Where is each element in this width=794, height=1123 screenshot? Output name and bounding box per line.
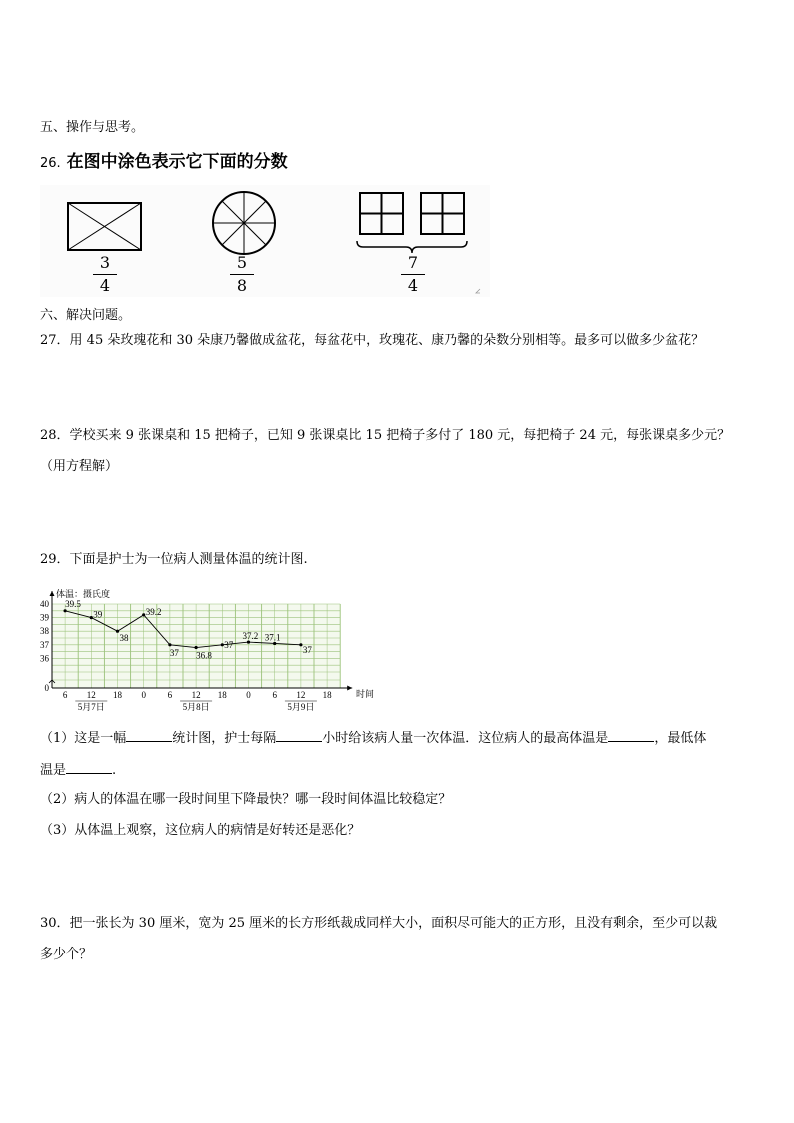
answer-blank-min-temp[interactable]	[66, 759, 112, 774]
data-label: 39.5	[65, 598, 81, 609]
x-tick-label: 18	[113, 690, 122, 700]
x-tick-label: 0	[141, 690, 146, 700]
answer-blank-max-temp[interactable]	[608, 727, 654, 742]
y-tick-label: 36	[40, 653, 49, 664]
question-26-number: 26.	[40, 156, 61, 171]
fraction-denominator: 4	[407, 276, 419, 295]
temperature-line-chart	[30, 585, 390, 715]
sub1-part-c: 小时给该病人量一次体温．这位病人的最高体温是	[322, 731, 609, 746]
question-26	[40, 147, 288, 172]
data-label: 39	[93, 609, 103, 620]
question-29-sub1-line1	[40, 727, 706, 749]
data-point	[168, 643, 171, 646]
question-30-line2: 多少个？	[40, 947, 93, 962]
y-tick-label: 0	[44, 683, 49, 693]
return-mark-icon	[476, 289, 480, 293]
fraction-denominator: 4	[99, 276, 111, 295]
data-label: 37	[224, 639, 234, 650]
squares-shape	[360, 193, 464, 234]
data-label: 37.2	[242, 631, 259, 642]
fraction-numerator: 7	[407, 253, 419, 272]
question-29: 29．下面是护士为一位病人测量体温的统计图.	[40, 552, 308, 567]
question-27: 27．用 45 朵玫瑰花和 30 朵康乃馨做成盆花，每盆花中，玫瑰花、康乃馨的朵数分别相等。最多可以做多少盆花？	[40, 333, 705, 348]
sub1-part-f: .	[112, 763, 117, 778]
brace-icon	[357, 241, 467, 253]
x-tick-label: 12	[86, 690, 96, 700]
x-day-label: 5月9日	[287, 702, 315, 712]
sub1-part-b: 统计图，护士每隔	[172, 731, 277, 746]
fraction-numerator: 5	[236, 253, 248, 272]
x-tick-label: 18	[322, 690, 332, 700]
fraction-3-4	[93, 253, 117, 296]
data-label: 36.8	[196, 650, 212, 661]
y-tick-label: 38	[40, 626, 49, 637]
x-tick-label: 6	[62, 690, 68, 700]
circle-shape	[213, 192, 275, 254]
answer-blank-interval[interactable]	[276, 727, 322, 742]
y-tick-label: 37	[40, 639, 49, 650]
x-tick-label: 12	[296, 690, 306, 700]
sub1-part-d: ，最低体	[654, 731, 707, 746]
question-29-sub2: （2）病人的体温在哪一段时间里下降最快？哪一段时间体温比较稳定？	[40, 792, 452, 807]
sub1-part-e: 温是	[40, 763, 67, 778]
fraction-7-4	[401, 253, 425, 296]
question-29-sub3: （3）从体温上观察，这位病人的病情是好转还是恶化？	[40, 823, 361, 838]
rectangle-shape	[68, 203, 141, 250]
x-day-label: 5月7日	[77, 702, 105, 712]
fraction-numerator: 3	[99, 253, 111, 272]
fraction-5-8	[230, 253, 254, 296]
y-tick-label: 39	[40, 612, 49, 623]
x-tick-label: 12	[191, 690, 201, 700]
x-tick-label: 6	[272, 690, 277, 700]
question-28-line1: 28．学校买来 9 张课桌和 15 把椅子，已知 9 张课桌比 15 把椅子多付了 180 元，每把椅子 24 元，每张课桌多少元？	[40, 428, 731, 443]
data-label: 37	[169, 647, 179, 658]
x-tick-label: 6	[167, 690, 173, 700]
data-point	[64, 609, 67, 612]
fraction-denominator: 8	[236, 276, 248, 295]
question-29-sub1-line2	[40, 759, 116, 781]
section-six-title: 六、解决问题。	[40, 308, 132, 323]
data-label: 39.2	[145, 606, 162, 617]
question-28-line2: （用方程解）	[40, 459, 119, 474]
section-five-title: 五、操作与思考。	[40, 120, 145, 135]
y-axis-arrow-icon	[50, 591, 55, 596]
question-30-line1: 30．把一张长为 30 厘米，宽为 25 厘米的长方形纸裁成同样大小，面积尽可能大的正方形，且没有剩余，至少可以裁	[40, 916, 718, 931]
fraction-figure	[40, 185, 490, 297]
data-label: 38	[119, 633, 129, 644]
data-label: 37.1	[264, 632, 281, 643]
x-tick-label: 18	[217, 690, 227, 700]
x-axis-arrow-icon	[347, 686, 352, 691]
x-day-label: 5月8日	[182, 702, 210, 712]
chart-x-label: 时间	[356, 689, 375, 699]
question-26-text: 在图中涂色表示它下面的分数	[66, 152, 288, 172]
y-tick-label: 40	[40, 599, 49, 609]
x-tick-label: 0	[246, 690, 251, 700]
answer-blank-chart-type[interactable]	[126, 727, 172, 742]
chart-y-label: 体温：摄氏度	[56, 589, 111, 599]
data-point	[195, 646, 198, 649]
data-label: 37	[302, 644, 312, 655]
sub1-part-a: （1）这是一幅	[40, 731, 127, 746]
